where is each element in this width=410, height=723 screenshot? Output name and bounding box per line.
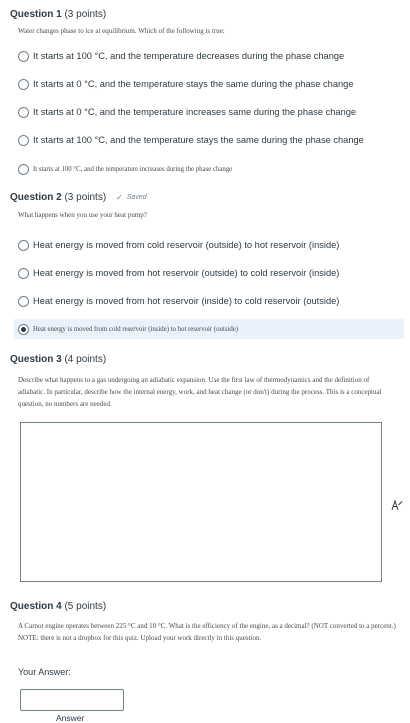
- question-2-option-4[interactable]: [14, 319, 404, 339]
- question-1-option-1[interactable]: [18, 45, 402, 67]
- radio-button[interactable]: [18, 240, 29, 251]
- option-label: It starts at 100 °C, and the temperature stays the same during the phase change: [33, 135, 364, 145]
- question-1-title: Question 1: [10, 9, 62, 20]
- option-label: Heat energy is moved from hot reservoir (inside) to cold reservoir (outside): [33, 296, 340, 306]
- question-3-points: (4 points): [64, 354, 107, 365]
- question-1-header: [10, 9, 106, 20]
- question-2-title: Question 2: [10, 192, 62, 203]
- radio-button[interactable]: [18, 107, 29, 118]
- option-label: Heat energy is moved from hot reservoir (outside) to cold reservoir (inside): [33, 268, 340, 278]
- option-label: It starts at 100 °C, and the temperature increases during the phase change: [33, 165, 233, 173]
- answer-input[interactable]: [20, 689, 124, 711]
- question-3-prompt: Describe what happens to a gas undergoing an adiabatic expansion. Use the first law of thermodynamics and the definition of adiabatic. In particular, describe how the internal energy, work, and heat change (or don't) during the process. This is a conceptual question, no numbers are needed.: [18, 376, 382, 408]
- question-4-points: (5 points): [64, 601, 107, 612]
- question-3-header: [10, 354, 106, 365]
- option-label: It starts at 0 °C, and the temperature increases same during the phase change: [33, 107, 357, 117]
- question-2-points: (3 points): [64, 192, 107, 203]
- radio-button[interactable]: [18, 79, 29, 90]
- radio-button[interactable]: [18, 164, 29, 175]
- question-2-prompt: What happens when you use your heat pump?: [18, 211, 147, 219]
- question-1-points: (3 points): [64, 9, 107, 20]
- option-label: It starts at 100 °C, and the temperature decreases during the phase change: [33, 51, 345, 61]
- question-4-header: [10, 601, 106, 612]
- essay-answer-editor[interactable]: [20, 422, 382, 582]
- question-4-title: Question 4: [10, 601, 62, 612]
- radio-button-selected[interactable]: [18, 324, 29, 335]
- question-2-option-2[interactable]: [18, 262, 402, 284]
- question-4-prompt: A Carnot engine operates between 225 °C and 10 °C. What is the efficiency of the engine, as a decimal? (NOT converted to a percent.) NOTE: there is not a dropbox for this quiz. Upload your work directly in this question.: [18, 622, 396, 642]
- radio-button[interactable]: [18, 135, 29, 146]
- answer-caption: Answer: [56, 713, 85, 723]
- question-2-option-1[interactable]: [18, 234, 402, 256]
- saved-status: [116, 193, 147, 202]
- question-3-title: Question 3: [10, 354, 62, 365]
- radio-button[interactable]: [18, 296, 29, 307]
- your-answer-label: Your Answer:: [18, 667, 71, 677]
- option-label: It starts at 0 °C, and the temperature stays the same during the phase change: [33, 79, 354, 89]
- option-label: Heat energy is moved from cold reservoir (outside) to hot reservoir (inside): [33, 240, 340, 250]
- question-1-prompt: Water changes phase to ice at equilibrium. Which of the following is true:: [18, 27, 225, 35]
- saved-label: Saved: [126, 194, 147, 201]
- question-1-option-2[interactable]: [18, 73, 402, 95]
- radio-button[interactable]: [18, 268, 29, 279]
- question-1-option-3[interactable]: [18, 101, 402, 123]
- question-1-option-5[interactable]: [18, 158, 402, 180]
- rich-content-editor-toggle-icon[interactable]: [391, 498, 403, 510]
- option-label: Heat energy is moved from cold reservoir (inside) to hot reservoir (outside): [33, 325, 239, 333]
- question-1-option-4[interactable]: [18, 129, 402, 151]
- radio-button[interactable]: [18, 51, 29, 62]
- question-2-header: [10, 192, 106, 203]
- check-icon: ✓: [116, 193, 123, 202]
- question-2-option-3[interactable]: [18, 290, 402, 312]
